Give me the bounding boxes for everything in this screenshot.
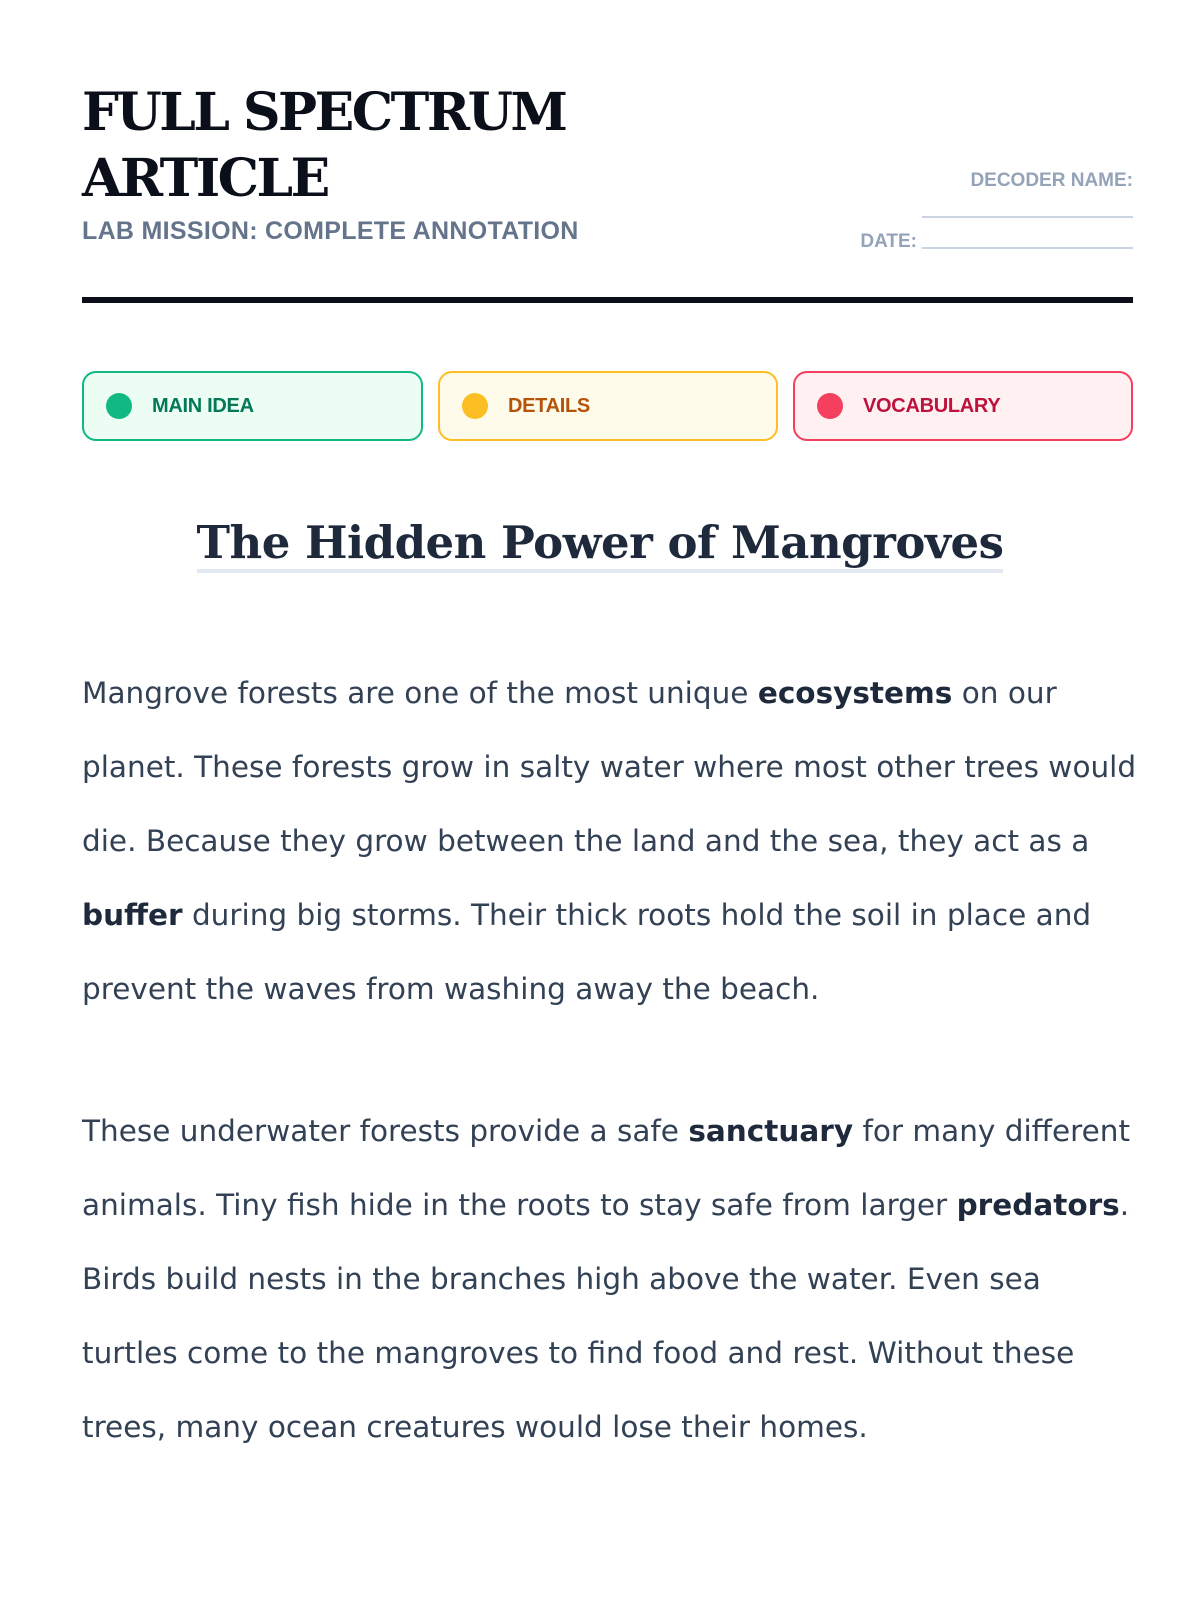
legend-vocabulary — [793, 371, 1133, 441]
header-divider — [82, 297, 1133, 303]
date-label: DATE: — [860, 231, 917, 252]
yellow-dot-icon — [462, 393, 488, 419]
text-run: for many different animals. Tiny fish hide in the roots to stay safe from larger — [82, 1114, 1131, 1222]
legend-label: MAIN IDEA — [152, 394, 254, 417]
worksheet-header — [82, 80, 1133, 300]
article-title-text: The Hidden Power of Mangroves — [197, 516, 1004, 573]
legend-details — [438, 371, 778, 441]
worksheet-title: FULL SPECTRUM ARTICLE — [82, 82, 566, 209]
decoder-name-field[interactable] — [922, 216, 1133, 218]
legend-label: DETAILS — [508, 394, 590, 417]
text-run: . Birds build nests in the branches high above the water. Even sea turtles come to the mangroves to find food and rest. Without these trees, many ocean creatures would lose their homes. — [82, 1188, 1130, 1444]
date-row — [860, 231, 1133, 253]
text-run: during big storms. Their thick roots hold the soil in place and prevent the waves from washing away the beach. — [82, 898, 1092, 1006]
article-title — [0, 508, 1200, 578]
text-run: on our planet. These forests grow in salty water where most other trees would die. Because they grow between the land and the sea, they act as a — [82, 676, 1137, 858]
vocab-word-buffer: buffer — [82, 898, 183, 932]
article-paragraph-2 — [82, 1094, 1142, 1464]
red-dot-icon — [817, 393, 843, 419]
annotation-legend — [82, 371, 1133, 445]
article-paragraph-1 — [82, 656, 1142, 1026]
vocab-word-sanctuary: sanctuary — [688, 1114, 854, 1148]
vocab-word-ecosystems: ecosystems — [757, 676, 953, 710]
legend-label: VOCABULARY — [863, 394, 1001, 417]
legend-main-idea — [82, 371, 423, 441]
text-run: Mangrove forests are one of the most unique — [82, 676, 758, 710]
date-field[interactable] — [922, 247, 1133, 249]
lab-mission: LAB MISSION: COMPLETE ANNOTATION — [82, 217, 579, 245]
text-run: These underwater forests provide a safe — [82, 1114, 689, 1148]
green-dot-icon — [106, 393, 132, 419]
decoder-name-label: DECODER NAME: — [970, 170, 1133, 191]
vocab-word-predators: predators — [956, 1188, 1120, 1222]
